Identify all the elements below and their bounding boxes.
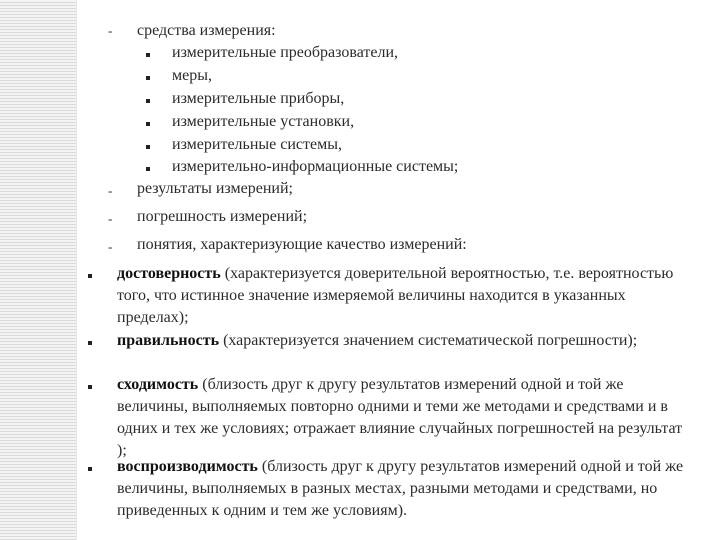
sub-list-item: измерительные преобразователи, bbox=[172, 44, 399, 61]
list-heading-measuring-instruments: средства измерения: bbox=[137, 22, 276, 39]
term-description: (характеризуется доверительной вероятностью, т.е. вероятностью того, что истинное значение измеряемой величины находится в указанных пределах); bbox=[117, 265, 674, 326]
term-description: (близость друг к другу результатов измерений одной и той же величины, выполняемых в разных местах, разными методами и средствами, но приведенных к одним и тем же условиям). bbox=[117, 458, 684, 519]
square-bullet-icon bbox=[88, 274, 92, 278]
dash-marker: - bbox=[108, 239, 113, 254]
term-label: правильность bbox=[117, 332, 220, 349]
dash-marker: - bbox=[108, 23, 113, 38]
dash-item: понятия, характеризующие качество измерений: bbox=[137, 236, 467, 253]
term-label: сходимость bbox=[117, 376, 199, 393]
square-bullet-icon bbox=[146, 99, 150, 103]
square-bullet-icon bbox=[146, 122, 150, 126]
definition-convergence bbox=[117, 374, 692, 462]
sub-list-item: измерительные системы, bbox=[172, 136, 342, 153]
square-bullet-icon bbox=[88, 467, 92, 471]
square-bullet-icon bbox=[88, 385, 92, 389]
sub-list-item: измерительные установки, bbox=[172, 113, 355, 130]
term-label: достоверность bbox=[117, 265, 221, 282]
left-decorative-stripe bbox=[0, 0, 77, 540]
square-bullet-icon bbox=[88, 341, 92, 345]
term-description: (характеризуется значением систематической погрешности); bbox=[219, 332, 638, 349]
square-bullet-icon bbox=[146, 76, 150, 80]
definition-reproducibility bbox=[117, 456, 692, 522]
definition-reliability bbox=[117, 263, 692, 329]
square-bullet-icon bbox=[146, 167, 150, 171]
dash-marker: - bbox=[108, 211, 113, 226]
square-bullet-icon bbox=[146, 53, 150, 57]
square-bullet-icon bbox=[146, 145, 150, 149]
dash-item: результаты измерений; bbox=[137, 180, 293, 197]
sub-list-item: измерительно-информационные системы; bbox=[172, 158, 459, 175]
definition-correctness bbox=[117, 330, 692, 352]
term-label: воспроизводимость bbox=[117, 458, 258, 475]
dash-marker: - bbox=[108, 183, 113, 198]
sub-list-item: измерительные приборы, bbox=[172, 90, 345, 107]
dash-item: погрешность измерений; bbox=[137, 208, 308, 225]
sub-list-item: меры, bbox=[172, 67, 212, 84]
term-description: (близость друг к другу результатов измерений одной и той же величины, выполняемых повторно одними и теми же методами и средствами и в одних и тех же условиях; отражает влияние случайных погрешностей на результат ); bbox=[117, 376, 683, 459]
